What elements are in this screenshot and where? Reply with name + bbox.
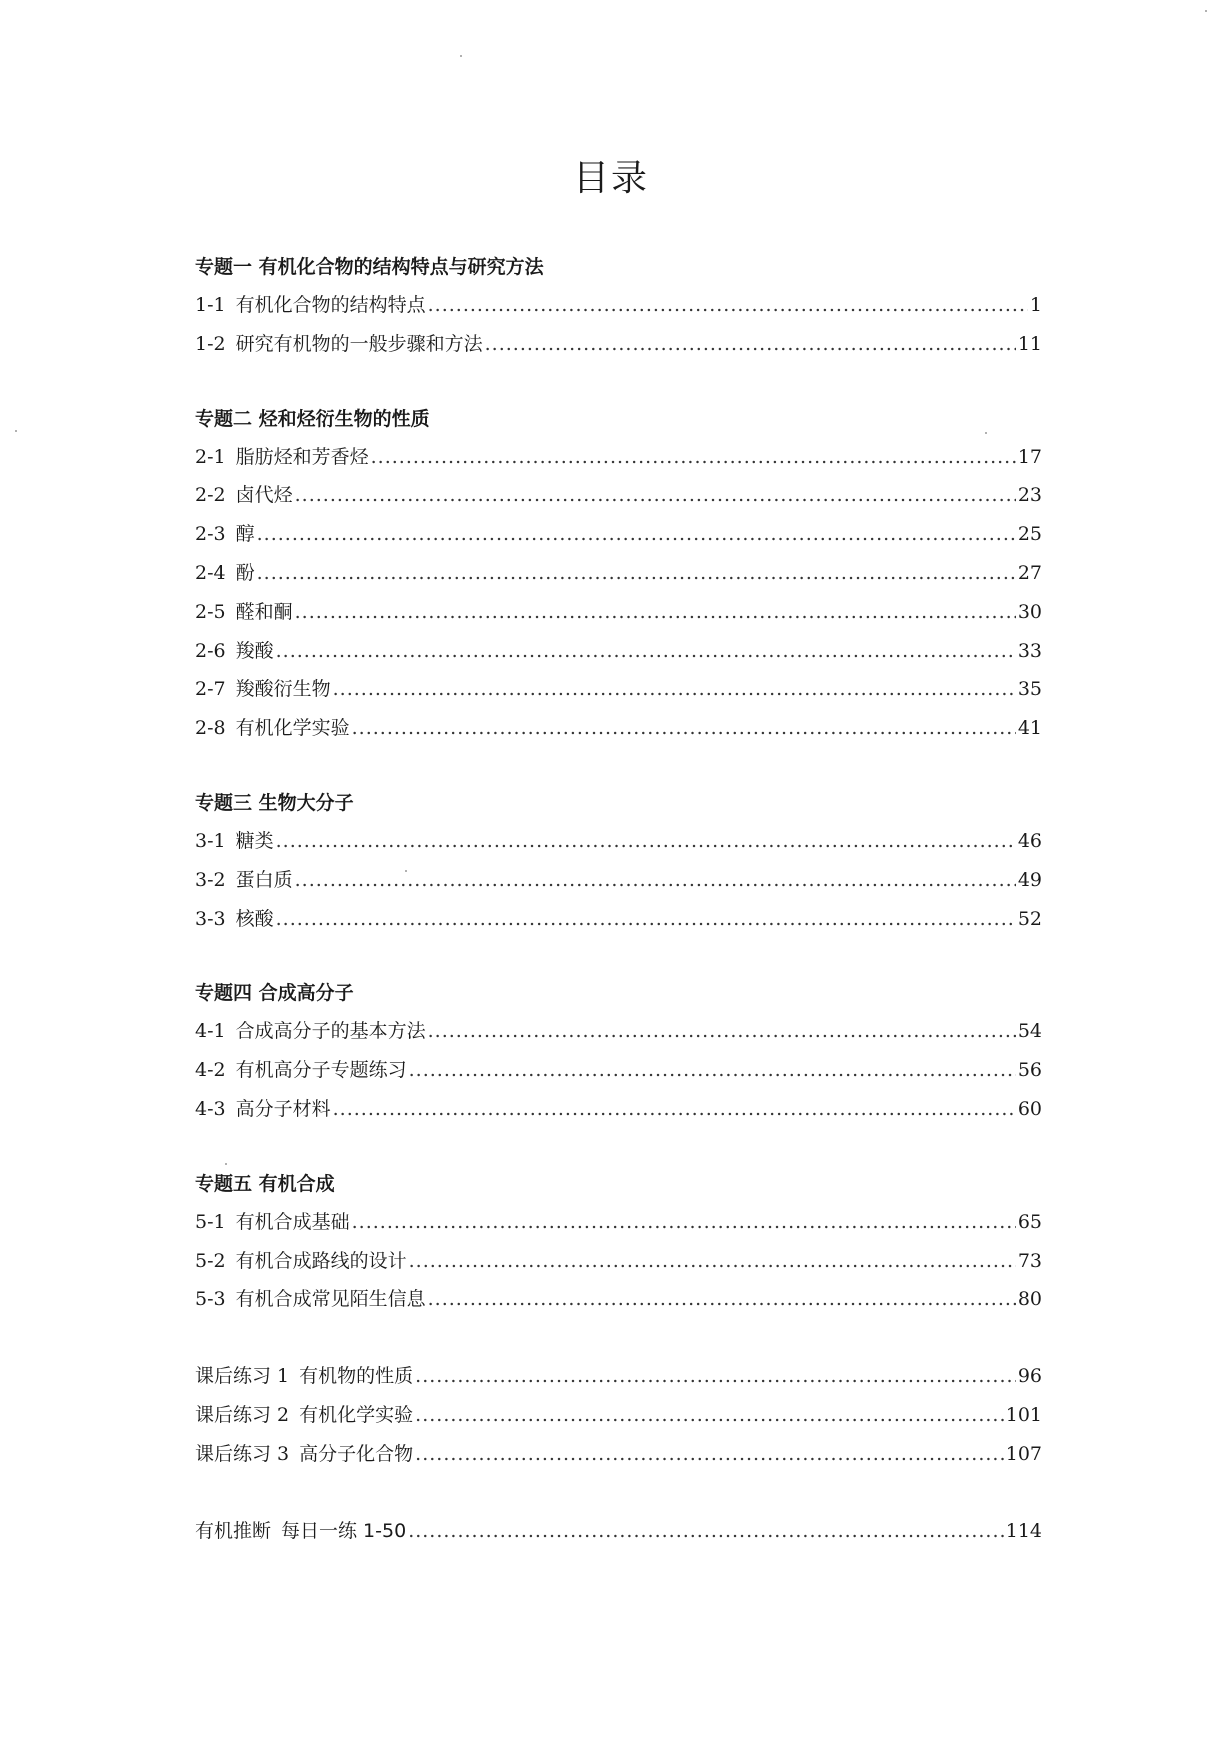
entry-number: 5-3 xyxy=(195,1288,226,1311)
scan-speck xyxy=(405,870,407,872)
leader-dots xyxy=(428,1280,1016,1319)
entry-label: 脂肪烃和芳香烃 xyxy=(235,445,369,468)
toc-entry[interactable] xyxy=(195,1512,1042,1551)
entry-number: 2-7 xyxy=(195,678,226,701)
entry-page: 1 xyxy=(1029,294,1042,316)
entry-page: 41 xyxy=(1017,717,1042,740)
section-5 xyxy=(195,1165,1042,1319)
entry-number: 1-1 xyxy=(195,294,226,316)
entry-page: 101 xyxy=(1005,1403,1042,1426)
section-heading: 专题五 有机合成 xyxy=(195,1172,335,1195)
page-title: 目录 xyxy=(572,158,649,199)
entry-page: 96 xyxy=(1017,1365,1042,1388)
entry-number: 课后练习 2 xyxy=(195,1403,290,1426)
entry-label: 每日一练 1-50 xyxy=(281,1519,407,1542)
entry-page: 30 xyxy=(1017,600,1042,623)
entry-label: 有机高分子专题练习 xyxy=(235,1059,407,1082)
toc-entry[interactable] xyxy=(195,1051,1042,1090)
entry-number: 3-2 xyxy=(195,868,226,891)
scan-speck xyxy=(460,55,462,57)
leader-dots xyxy=(409,1242,1016,1281)
leader-dots xyxy=(333,1090,1016,1129)
leader-dots xyxy=(409,1051,1016,1090)
leader-dots xyxy=(415,1357,1016,1396)
entry-number: 2-8 xyxy=(195,717,226,740)
toc-entry[interactable] xyxy=(195,822,1042,861)
leader-dots xyxy=(408,1512,1004,1551)
entry-number: 2-2 xyxy=(195,484,226,507)
entry-page: 11 xyxy=(1017,332,1042,355)
toc-entry[interactable] xyxy=(195,1435,1042,1474)
section-4 xyxy=(195,974,1042,1128)
entry-number: 3-1 xyxy=(195,829,226,852)
toc-entry[interactable] xyxy=(195,325,1042,364)
scan-speck xyxy=(1205,10,1207,12)
section-heading: 专题二 烃和烃衍生物的性质 xyxy=(195,407,430,430)
entry-label: 有机物的性质 xyxy=(299,1365,414,1388)
leader-dots xyxy=(333,670,1016,709)
scan-speck xyxy=(225,1163,227,1165)
entry-page: 56 xyxy=(1017,1059,1042,1082)
entry-label: 合成高分子的基本方法 xyxy=(235,1020,426,1043)
toc-entry[interactable] xyxy=(195,476,1042,515)
section-heading: 专题三 生物大分子 xyxy=(195,791,354,814)
entry-label: 研究有机物的一般步骤和方法 xyxy=(235,332,483,355)
leader-dots xyxy=(295,593,1016,632)
entry-number: 5-1 xyxy=(195,1210,226,1233)
leader-dots xyxy=(415,1396,1004,1435)
leader-dots xyxy=(295,476,1016,515)
entry-label: 有机合成路线的设计 xyxy=(235,1249,407,1272)
toc-entry[interactable] xyxy=(195,286,1042,325)
entry-number: 2-3 xyxy=(195,523,226,546)
table-of-contents xyxy=(195,248,1042,1550)
entry-label: 醇 xyxy=(235,523,255,546)
toc-entry[interactable] xyxy=(195,593,1042,632)
entry-page: 54 xyxy=(1017,1020,1042,1043)
leader-dots xyxy=(485,325,1016,364)
exercises-section xyxy=(195,1357,1042,1473)
scan-speck xyxy=(15,430,17,432)
daily-section xyxy=(195,1512,1042,1551)
entry-page: 23 xyxy=(1017,484,1042,507)
toc-entry[interactable] xyxy=(195,1357,1042,1396)
leader-dots xyxy=(276,900,1016,939)
toc-entry[interactable] xyxy=(195,900,1042,939)
entry-page: 52 xyxy=(1017,907,1042,930)
leader-dots xyxy=(352,1203,1016,1242)
entry-label: 糖类 xyxy=(235,829,274,852)
leader-dots xyxy=(415,1435,1004,1474)
entry-number: 4-2 xyxy=(195,1059,226,1082)
leader-dots xyxy=(276,632,1016,671)
entry-number: 课后练习 1 xyxy=(195,1365,290,1388)
leader-dots xyxy=(276,822,1016,861)
toc-entry[interactable] xyxy=(195,632,1042,671)
leader-dots xyxy=(257,554,1016,593)
toc-entry[interactable] xyxy=(195,1012,1042,1051)
leader-dots xyxy=(257,515,1016,554)
entry-number: 4-1 xyxy=(195,1020,226,1043)
toc-entry[interactable] xyxy=(195,515,1042,554)
leader-dots xyxy=(295,861,1016,900)
entry-label: 高分子化合物 xyxy=(299,1442,414,1465)
entry-label: 有机化学实验 xyxy=(235,717,350,740)
entry-label: 有机化合物的结构特点 xyxy=(235,294,426,316)
entry-label: 蛋白质 xyxy=(235,868,293,891)
entry-page: 107 xyxy=(1005,1442,1042,1465)
toc-entry[interactable] xyxy=(195,709,1042,748)
entry-page: 73 xyxy=(1017,1249,1042,1272)
toc-entry[interactable] xyxy=(195,1203,1042,1242)
entry-label: 羧酸衍生物 xyxy=(235,678,331,701)
toc-entry[interactable] xyxy=(195,1396,1042,1435)
section-3 xyxy=(195,784,1042,938)
entry-page: 27 xyxy=(1017,561,1042,584)
section-1 xyxy=(195,248,1042,364)
leader-dots xyxy=(428,1012,1016,1051)
toc-entry[interactable] xyxy=(195,861,1042,900)
leader-dots xyxy=(352,709,1016,748)
entry-number: 1-2 xyxy=(195,332,226,355)
section-2 xyxy=(195,400,1042,748)
section-heading: 专题一 有机化合物的结构特点与研究方法 xyxy=(195,256,544,278)
leader-dots xyxy=(428,286,1028,325)
toc-entry[interactable] xyxy=(195,438,1042,477)
entry-page: 35 xyxy=(1017,678,1042,701)
entry-number: 2-6 xyxy=(195,639,226,662)
entry-page: 80 xyxy=(1017,1288,1042,1311)
toc-entry[interactable] xyxy=(195,1280,1042,1319)
toc-entry[interactable] xyxy=(195,1090,1042,1129)
entry-page: 60 xyxy=(1017,1097,1042,1120)
entry-label: 醛和酮 xyxy=(235,600,293,623)
entry-number: 3-3 xyxy=(195,907,226,930)
entry-label: 有机化学实验 xyxy=(299,1403,414,1426)
entry-page: 17 xyxy=(1017,445,1042,468)
entry-label: 羧酸 xyxy=(235,639,274,662)
entry-label: 核酸 xyxy=(235,907,274,930)
entry-label: 卤代烃 xyxy=(235,484,293,507)
entry-page: 65 xyxy=(1017,1210,1042,1233)
entry-label: 有机合成常见陌生信息 xyxy=(235,1288,426,1311)
toc-entry[interactable] xyxy=(195,1242,1042,1281)
entry-number: 4-3 xyxy=(195,1097,226,1120)
entry-page: 46 xyxy=(1017,829,1042,852)
entry-label: 酚 xyxy=(235,561,255,584)
entry-number: 2-1 xyxy=(195,445,226,468)
entry-number: 课后练习 3 xyxy=(195,1442,290,1465)
entry-number: 有机推断 xyxy=(195,1519,272,1542)
entry-number: 5-2 xyxy=(195,1249,226,1272)
scan-speck xyxy=(985,432,987,434)
entry-page: 25 xyxy=(1017,523,1042,546)
toc-entry[interactable] xyxy=(195,670,1042,709)
entry-page: 114 xyxy=(1005,1519,1042,1542)
section-heading: 专题四 合成高分子 xyxy=(195,982,354,1005)
entry-page: 33 xyxy=(1017,639,1042,662)
entry-label: 有机合成基础 xyxy=(235,1210,350,1233)
entry-number: 2-4 xyxy=(195,561,226,584)
entry-number: 2-5 xyxy=(195,600,226,623)
entry-label: 高分子材料 xyxy=(235,1097,331,1120)
leader-dots xyxy=(371,438,1016,477)
entry-page: 49 xyxy=(1017,868,1042,891)
toc-entry[interactable] xyxy=(195,554,1042,593)
